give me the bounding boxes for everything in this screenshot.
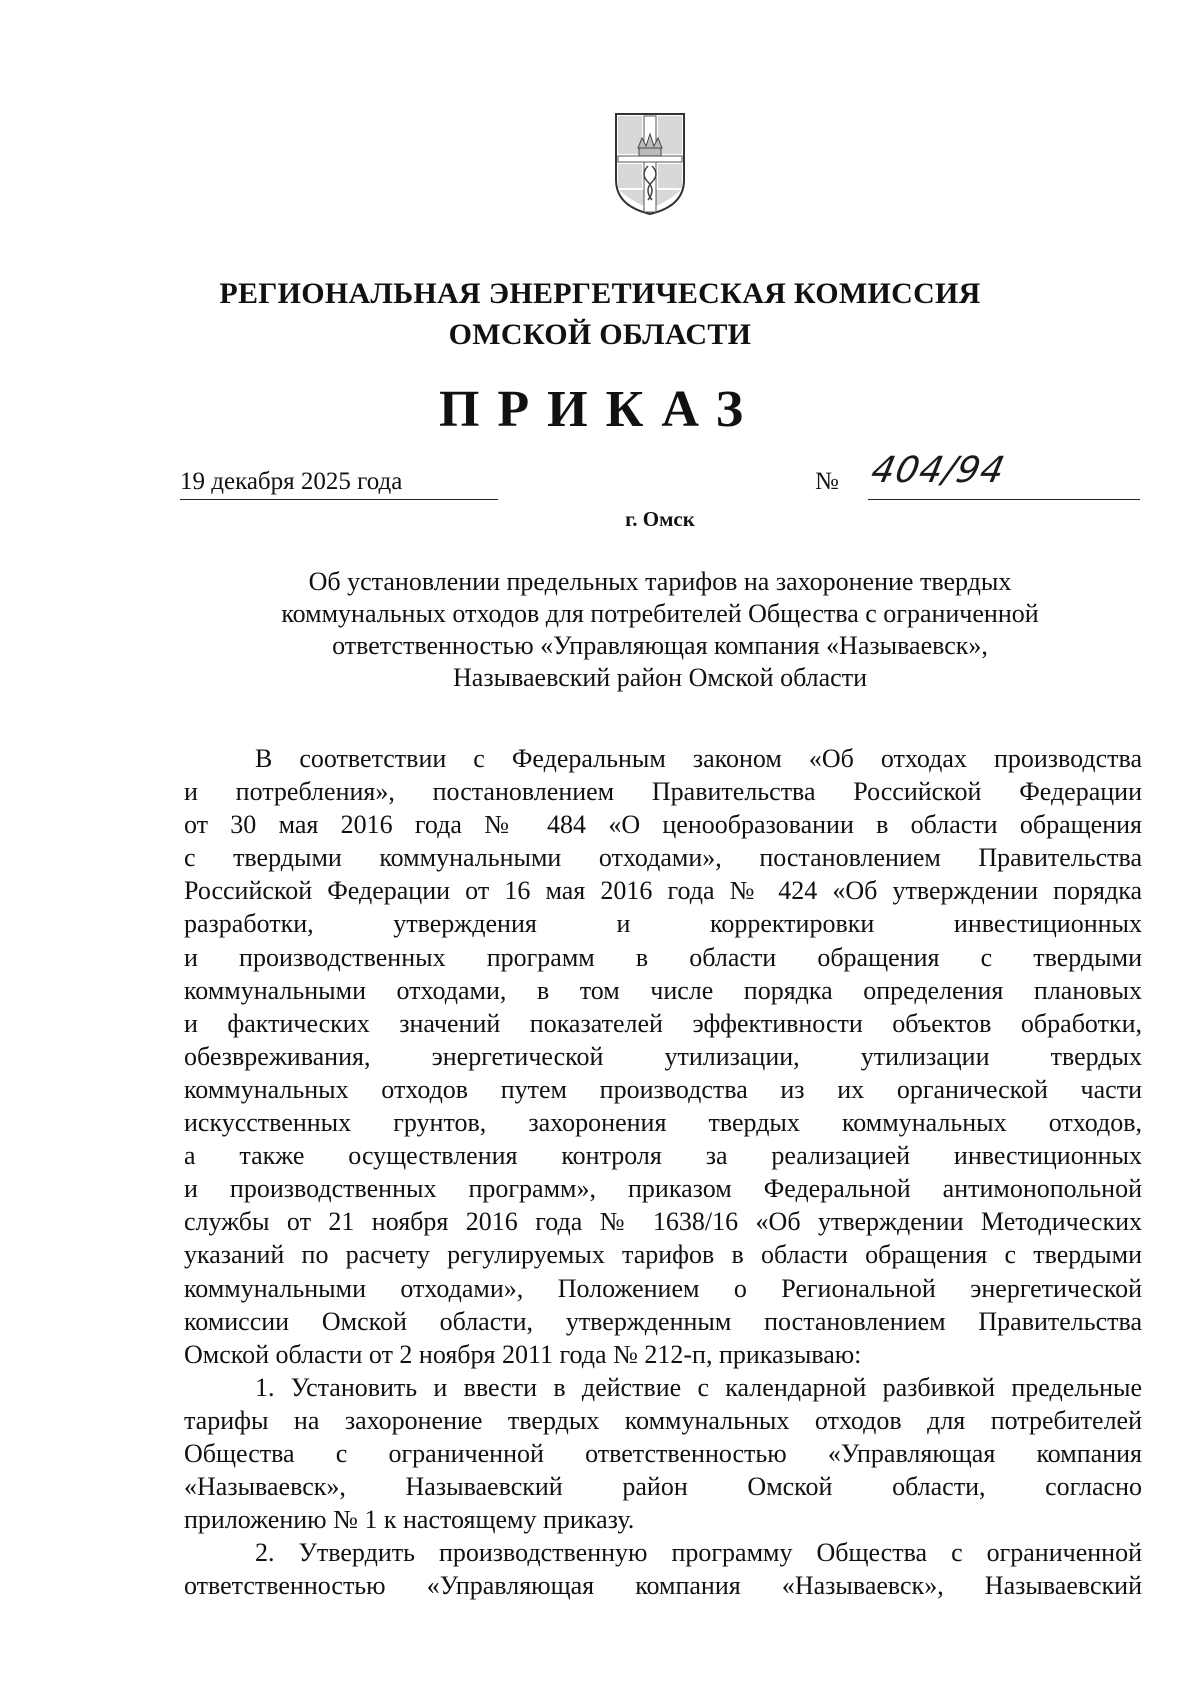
body-line: указаний по расчету регулируемых тарифов в области обращения с твердыми	[184, 1240, 1142, 1270]
organization-name-line1: РЕГИОНАЛЬНАЯ ЭНЕРГЕТИЧЕСКАЯ КОМИССИЯ	[219, 277, 981, 310]
title-line: коммунальных отходов для потребителей Общества с ограниченной	[281, 599, 1039, 628]
body-line: искусственных грунтов, захоронения твердых коммунальных отходов,	[184, 1108, 1142, 1138]
document-type: ПРИКАЗ	[438, 381, 762, 438]
body-line: 1. Установить и ввести в действие с календарной разбивкой предельные	[255, 1372, 1142, 1402]
body-line: и потребления», постановлением Правительства Российской Федерации	[184, 777, 1142, 807]
order-number-label: №	[815, 468, 839, 495]
body-line: коммунальных отходов путем производства из их органической части	[184, 1074, 1142, 1104]
body-line: Российской Федерации от 16 мая 2016 года № 424 «Об утверждении порядка	[184, 876, 1142, 906]
body-line: комиссии Омской области, утвержденным постановлением Правительства	[184, 1306, 1142, 1336]
body-line: приложению № 1 к настоящему приказу.	[184, 1505, 635, 1535]
order-number: 404/94	[867, 450, 1010, 491]
body-line: и производственных программ», приказом Федеральной антимонопольной	[184, 1174, 1142, 1204]
body-line: коммунальными отходами, в том числе порядка определения плановых	[184, 975, 1142, 1005]
body-line: Омской области от 2 ноября 2011 года № 212-п, приказываю:	[184, 1339, 862, 1369]
order-title	[200, 566, 1120, 694]
date-underline	[180, 499, 498, 500]
order-date: 19 декабря 2025 года	[180, 468, 403, 495]
body-line: Общества с ограниченной ответственностью «Управляющая компания	[184, 1438, 1142, 1468]
coat-of-arms-icon	[610, 108, 690, 218]
body-line: В соответствии с Федеральным законом «Об отходах производства	[255, 744, 1142, 773]
body-line: от 30 мая 2016 года № 484 «О ценообразовании в области обращения	[184, 810, 1142, 840]
organization-name-line2: ОМСКОЙ ОБЛАСТИ	[448, 318, 752, 351]
body-line: и фактических значений показателей эффективности объектов обработки,	[184, 1008, 1142, 1038]
title-line: Называевский район Омской области	[453, 663, 867, 692]
body-line: «Называевск», Называевский район Омской области, согласно	[184, 1472, 1142, 1502]
body-line: ответственностью «Управляющая компания «Называевск», Называевский	[184, 1571, 1142, 1601]
body-line: обезвреживания, энергетической утилизации, утилизации твердых	[184, 1041, 1142, 1071]
body-line: и производственных программ в области обращения с твердыми	[184, 942, 1142, 972]
body-line: коммунальными отходами», Положением о Региональной энергетической	[184, 1273, 1142, 1303]
body-line: 2. Утвердить производственную программу Общества с ограниченной	[255, 1538, 1142, 1568]
body-line: разработки, утверждения и корректировки инвестиционных	[184, 909, 1142, 939]
order-body	[184, 742, 1142, 1602]
body-line: а также осуществления контроля за реализацией инвестиционных	[184, 1141, 1142, 1171]
title-line: Об установлении предельных тарифов на захоронение твердых	[308, 567, 1012, 596]
body-line: с твердыми коммунальными отходами», постановлением Правительства	[184, 843, 1142, 873]
body-line: службы от 21 ноября 2016 года № 1638/16 «Об утверждении Методических	[184, 1207, 1142, 1237]
number-underline	[868, 499, 1140, 500]
title-line: ответственностью «Управляющая компания «Называевск»,	[332, 631, 988, 660]
body-line: тарифы на захоронение твердых коммунальных отходов для потребителей	[184, 1405, 1142, 1435]
city: г. Омск	[625, 507, 695, 531]
